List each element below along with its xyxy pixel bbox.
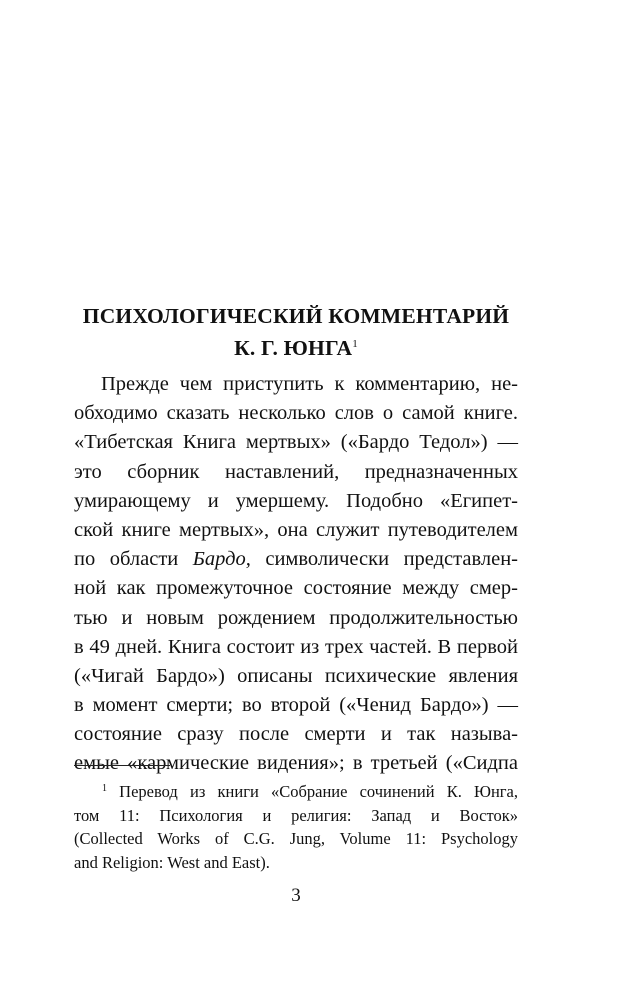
body-line: ской книге мертвых», она служит путеводителем [74, 518, 518, 541]
italic-term-bardo: Бардо, [192, 548, 251, 571]
chapter-title-line-1: ПСИХОЛОГИЧЕСКИЙ КОММЕНТАРИЙ [82, 304, 510, 328]
body-line: емые «кармические видения»; в третьей («Сидпа [74, 752, 518, 775]
footnote-marker: 1 [102, 783, 107, 794]
body-text [74, 370, 518, 779]
footnote-line: and Religion: West and East). [74, 852, 270, 872]
body-line [74, 545, 518, 574]
footnote-line: том 11: Психология и религия: Запад и Восток» [74, 805, 518, 825]
body-line: в 49 дней. Книга состоит из трех частей. В первой [74, 635, 518, 658]
page-number: 3 [291, 885, 301, 906]
body-line: состояние сразу после смерти и так называ- [74, 723, 518, 746]
footnote-reference[interactable]: 1 [352, 338, 358, 350]
footnote-line: (Collected Works of C.G. Jung, Volume 11: Psychology [74, 829, 518, 848]
footnote-line [74, 777, 518, 804]
body-line: обходимо сказать несколько слов о самой книге. [74, 402, 518, 425]
body-line-text: по области [74, 548, 193, 571]
body-line: в момент смерти; во второй («Ченид Бардо») — [74, 694, 518, 717]
footnote [74, 777, 518, 874]
body-line: тью и новым рождением продолжительностью [74, 606, 518, 629]
body-line: умирающему и умершему. Подобно «Египет- [74, 489, 518, 512]
footnote-separator [74, 765, 170, 766]
body-line: «Тибетская Книга мертвых» («Бардо Тедол») — [74, 431, 518, 454]
body-line: ной как промежуточное состояние между смер- [74, 577, 518, 600]
body-line: Прежде чем приступить к комментарию, не- [101, 373, 518, 395]
body-line: это сборник наставлений, предназначенных [74, 460, 518, 483]
chapter-title [76, 302, 516, 362]
body-line: («Чигай Бардо») описаны психические явления [74, 664, 518, 687]
body-line-text: символически представлен- [250, 548, 518, 571]
footnote-line-text: Перевод из книги «Собрание сочинений К. Юнга, [107, 782, 518, 801]
chapter-title-line-2 [76, 330, 516, 362]
chapter-title-author: К. Г. ЮНГА [234, 336, 353, 360]
